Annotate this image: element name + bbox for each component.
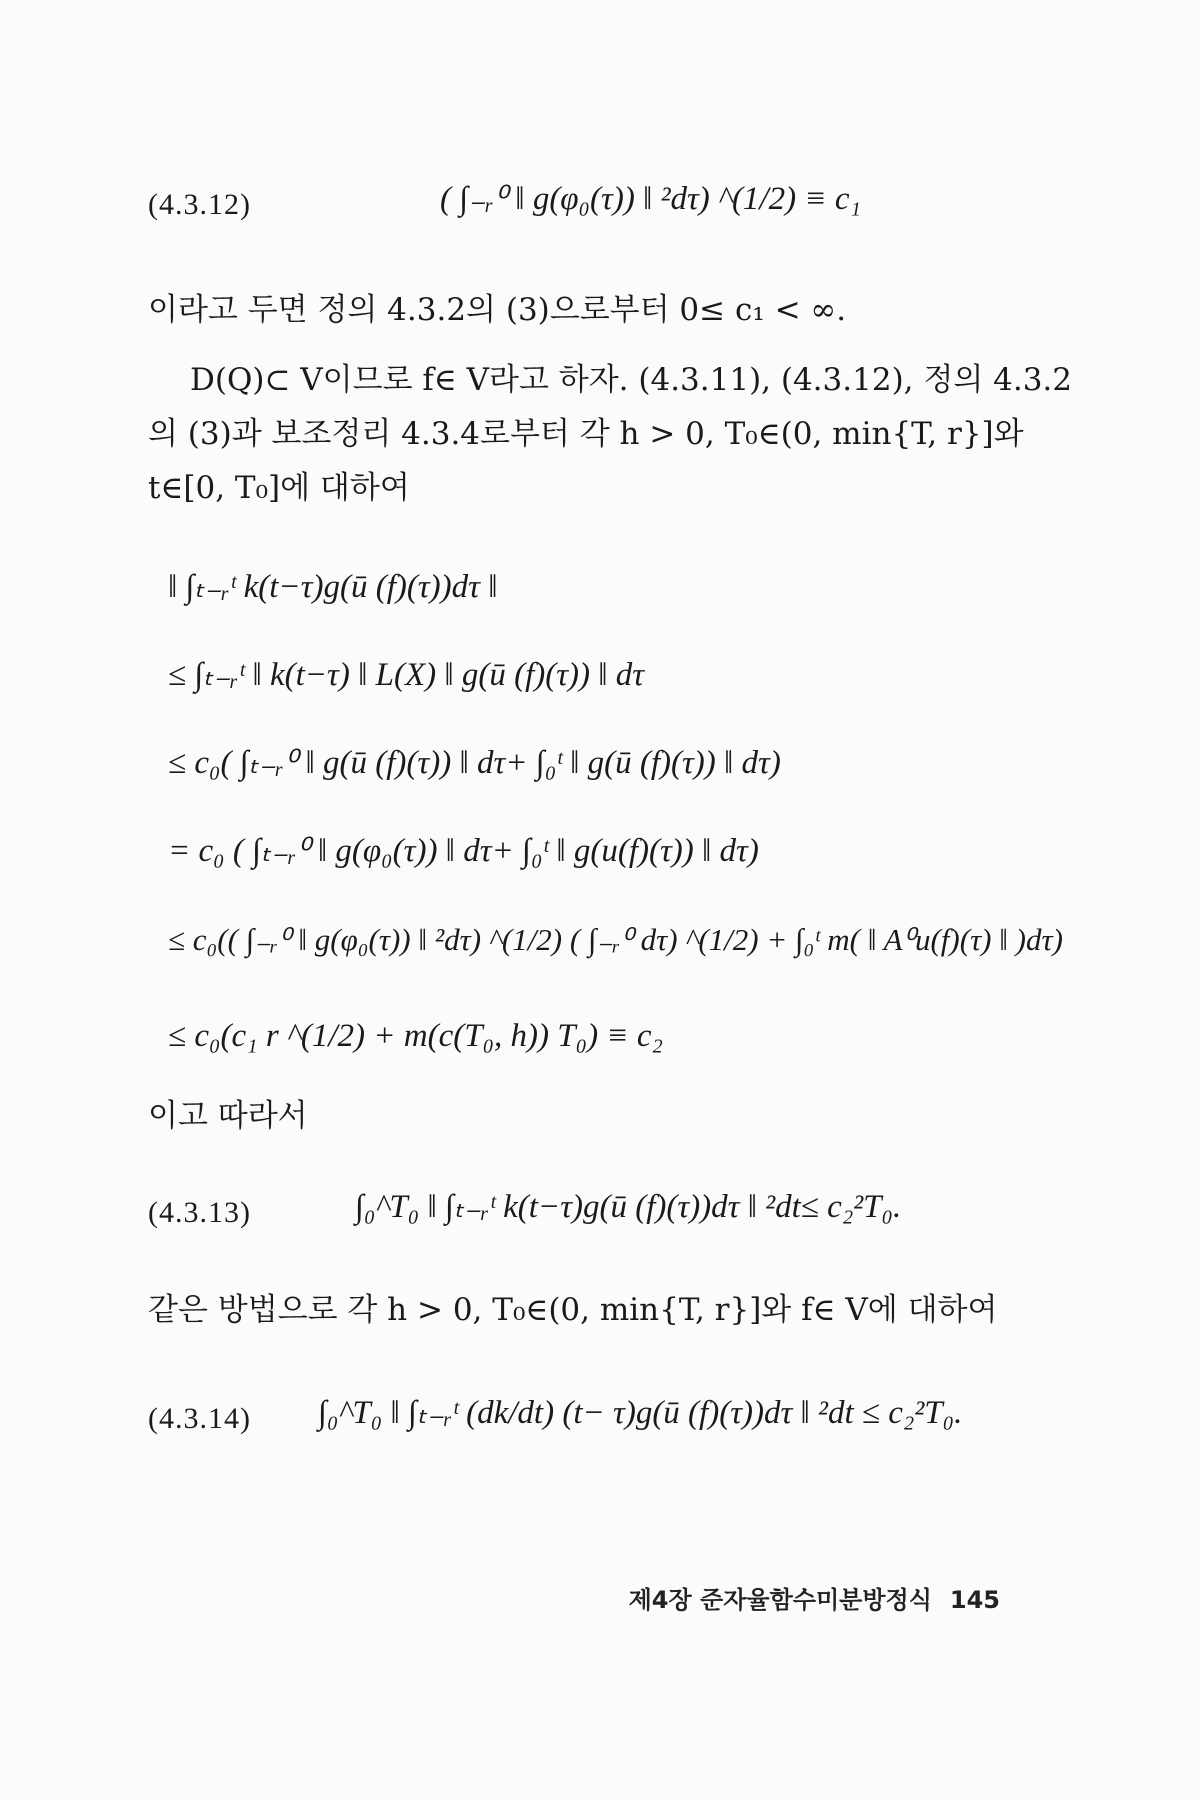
inequality-line: ‖ ∫ₜ₋ᵣᵗ k(t−τ)g(ū (f)(τ))dτ ‖: [168, 569, 498, 605]
equation-4-3-13: ∫₀^T₀ ‖ ∫ₜ₋ᵣᵗ k(t−τ)g(ū (f)(τ))dτ ‖ ²dt≤ c₂²T₀.: [355, 1189, 902, 1225]
inequality-line: ≤ ∫ₜ₋ᵣᵗ ‖ k(t−τ) ‖ L(X) ‖ g(ū (f)(τ)) ‖ dτ: [168, 657, 645, 693]
paragraph-text: 이고 따라서: [148, 1098, 308, 1134]
inequality-line: ≤ c₀(c₁ r ^(1/2) + m(c(T₀, h)) T₀) ≡ c₂: [168, 1018, 663, 1054]
equation-4-3-12: ( ∫₋ᵣ⁰ ‖ g(φ₀(τ)) ‖ ²dτ) ^(1/2) ≡ c₁: [440, 181, 861, 217]
paragraph-text: t∈[0, T₀]에 대하여: [148, 470, 410, 506]
page-footer: [629, 1580, 1000, 1615]
equation-number: (4.3.14): [148, 1402, 251, 1435]
inequality-line: ≤ c₀( ∫ₜ₋ᵣ⁰ ‖ g(ū (f)(τ)) ‖ dτ+ ∫₀ᵗ ‖ g(ū (f)(τ)) ‖ dτ): [168, 745, 781, 781]
paragraph-text: D(Q)⊂ V이므로 f∈ V라고 하자. (4.3.11), (4.3.12), 정의 4.3.2: [190, 362, 1072, 398]
inequality-line: ≤ c₀(( ∫₋ᵣ⁰ ‖ g(φ₀(τ)) ‖ ²dτ) ^(1/2) ( ∫₋ᵣ⁰ dτ) ^(1/2) + ∫₀ᵗ m( ‖ A⁰u(f)(τ) ‖ )dτ): [168, 922, 1063, 957]
equation-number: (4.3.13): [148, 1196, 251, 1229]
paragraph-text: 같은 방법으로 각 h > 0, T₀∈(0, min{T, r}]와 f∈ V에 대하여: [148, 1292, 998, 1328]
inequality-line: = c₀ ( ∫ₜ₋ᵣ⁰ ‖ g(φ₀(τ)) ‖ dτ+ ∫₀ᵗ ‖ g(u(f)(τ)) ‖ dτ): [168, 833, 759, 869]
paragraph-text: 의 (3)과 보조정리 4.3.4로부터 각 h > 0, T₀∈(0, min{T, r}]와: [148, 416, 1024, 452]
paragraph-text: 이라고 두면 정의 4.3.2의 (3)으로부터 0≤ c₁ < ∞.: [148, 292, 847, 328]
equation-number: (4.3.12): [148, 188, 251, 221]
page-number: 145: [949, 1586, 1000, 1614]
chapter-title: 제4장 준자율함수미분방정식: [628, 1586, 932, 1614]
equation-4-3-14: ∫₀^T₀ ‖ ∫ₜ₋ᵣᵗ (dk/dt) (t− τ)g(ū (f)(τ))dτ ‖ ²dt ≤ c₂²T₀.: [318, 1395, 963, 1431]
